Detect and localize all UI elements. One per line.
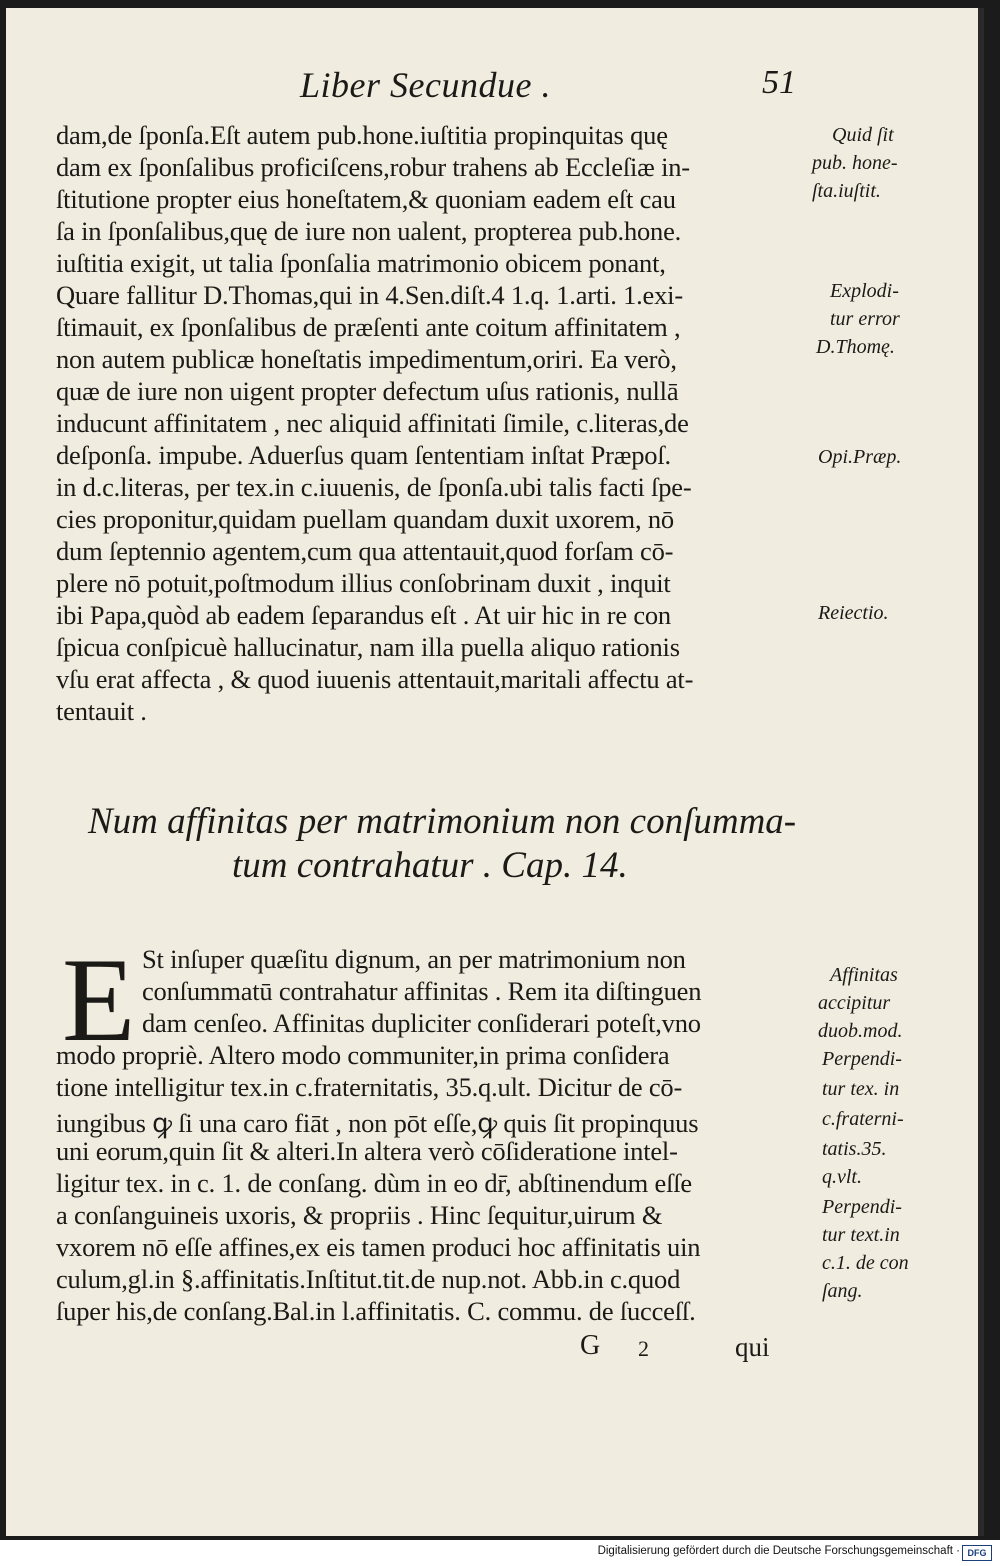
text-line: cies proponitur,quidam puellam quandam duxit uxorem, nō (56, 504, 674, 534)
text-line: dam cenſeo. Affinitas dupliciter conſiderari poteſt,vno (142, 1008, 701, 1038)
text-line: dam ex ſponſalibus proficiſcens,robur trahens ab Eccleſiæ in- (56, 152, 690, 182)
margin-note: tur text.in (822, 1224, 900, 1246)
text-line: inducunt affinitatem , nec aliquid affinitati ſimile, c.literas,de (56, 408, 689, 438)
text-line: tentauit . (56, 696, 147, 726)
page-number: 51 (762, 64, 796, 101)
text-line: in d.c.literas, per tex.in c.iuuenis, de ſponſa.ubi talis facti ſpe- (56, 472, 692, 502)
margin-note: Explodi- (830, 280, 899, 302)
margin-note: Opi.Præp. (818, 446, 902, 468)
margin-note: Quid ſit (832, 124, 894, 146)
margin-note: q.vlt. (822, 1166, 862, 1188)
text-line: vſu erat affecta , & quod iuuenis attentauit,maritali affectu at- (56, 664, 694, 694)
page-edge (978, 8, 984, 1536)
text-line: quæ de iure non uigent propter defectum uſus rationis, nullā (56, 376, 679, 406)
text-line: ibi Papa,quòd ab eadem ſeparandus eſt . At uir hic in re con (56, 600, 671, 630)
text-line: culum,gl.in §.affinitatis.Inſtitut.tit.de nup.not. Abb.in c.quod (56, 1264, 681, 1294)
margin-note: accipitur (818, 992, 891, 1014)
text-line: vxorem nō eſſe affines,ex eis tamen produci hoc affinitatis uin (56, 1232, 701, 1262)
chapter-heading: tum contrahatur . Cap. 14. (232, 845, 628, 886)
text-line: St inſuper quæſitu dignum, an per matrimonium non (142, 944, 686, 974)
margin-note: ſang. (822, 1280, 863, 1302)
margin-note: c.fraterni- (822, 1108, 904, 1130)
text-line: plere nō potuit,poſtmodum illius conſobrinam duxit , inquit (56, 568, 671, 598)
margin-note: duob.mod. (818, 1020, 903, 1042)
margin-note: tur error (830, 308, 900, 330)
text-line: Quare fallitur D.Thomas,qui in 4.Sen.diſt.4 1.q. 1.arti. 1.exi- (56, 280, 683, 310)
margin-note: D.Thomę. (816, 336, 895, 358)
text-line: ſa in ſponſalibus,quę de iure non ualent, propterea pub.hone. (56, 216, 682, 246)
text-line: tione intelligitur tex.in c.fraternitatis, 35.q.ult. Dicitur de cō- (56, 1072, 683, 1102)
text-line: ligitur tex. in c. 1. de conſang. dùm in eo dr̄, abſtinendum eſſe (56, 1168, 692, 1198)
chapter-heading: Num affinitas per matrimonium non conſumma- (88, 801, 797, 842)
digitization-footer (0, 1540, 1000, 1566)
text-line: iuſtitia exigit, ut talia ſponſalia matrimonio obicem ponant, (56, 248, 666, 278)
text-line: uni eorum,quin ſit & alteri.In altera verò cōſideratione intel- (56, 1136, 678, 1166)
margin-note: Perpendi- (822, 1048, 902, 1070)
text-line: dam,de ſponſa.Eſt autem pub.hone.iuſtitia propinquitas quę (56, 120, 668, 150)
margin-note: Reiectio. (818, 602, 889, 624)
text-line: dum ſeptennio agentem,cum qua attentauit,quod forſam cō- (56, 536, 674, 566)
text-line: non autem publicæ honeſtatis impedimentum,oriri. Ea verò, (56, 344, 677, 374)
margin-note: c.1. de con (822, 1252, 909, 1274)
margin-note: Affinitas (830, 964, 898, 986)
text-line: deſponſa. impube. Aduerſus quam ſententiam inſtat Præpoſ. (56, 440, 671, 470)
margin-note: Perpendi- (822, 1196, 902, 1218)
margin-note: ſta.iuſtit. (812, 180, 881, 202)
text-line: modo propriè. Altero modo communiter,in prima conſidera (56, 1040, 670, 1070)
text-line: a conſanguineis uxoris, & propriis . Hinc ſequitur,uirum & (56, 1200, 663, 1230)
catchword: qui (735, 1332, 770, 1362)
text-line: conſummatū contrahatur affinitas . Rem ita diſtinguen (142, 976, 702, 1006)
margin-note: pub. hone- (812, 152, 898, 174)
text-line: ſpicua conſpicuè hallucinatur, nam illa puella aliquo rationis (56, 632, 680, 662)
text-line: ſtitutione propter eius honeſtatem,& quoniam eadem eſt cau (56, 184, 676, 214)
signature-number: 2 (638, 1336, 649, 1361)
signature-mark: G (580, 1330, 601, 1361)
text-line: iungibus ꝙ ſi una caro fiāt , non pōt eſſe,ꝙ quis ſit propinquus (56, 1108, 699, 1138)
running-header: Liber Secundue . (300, 65, 551, 105)
margin-note: tatis.35. (822, 1138, 887, 1160)
drop-cap: E (62, 933, 136, 1066)
dfg-logo-icon: DFG (962, 1545, 992, 1561)
footer-credit: Digitalisierung gefördert durch die Deutsche Forschungsgemeinschaft · (597, 1545, 960, 1557)
text-line: ſuper his,de conſang.Bal.in l.affinitatis. C. commu. de ſucceſſ. (56, 1296, 696, 1326)
margin-note: tur tex. in (822, 1078, 900, 1100)
text-line: ſtimauit, ex ſponſalibus de præſenti ante coitum affinitatem , (56, 312, 681, 342)
